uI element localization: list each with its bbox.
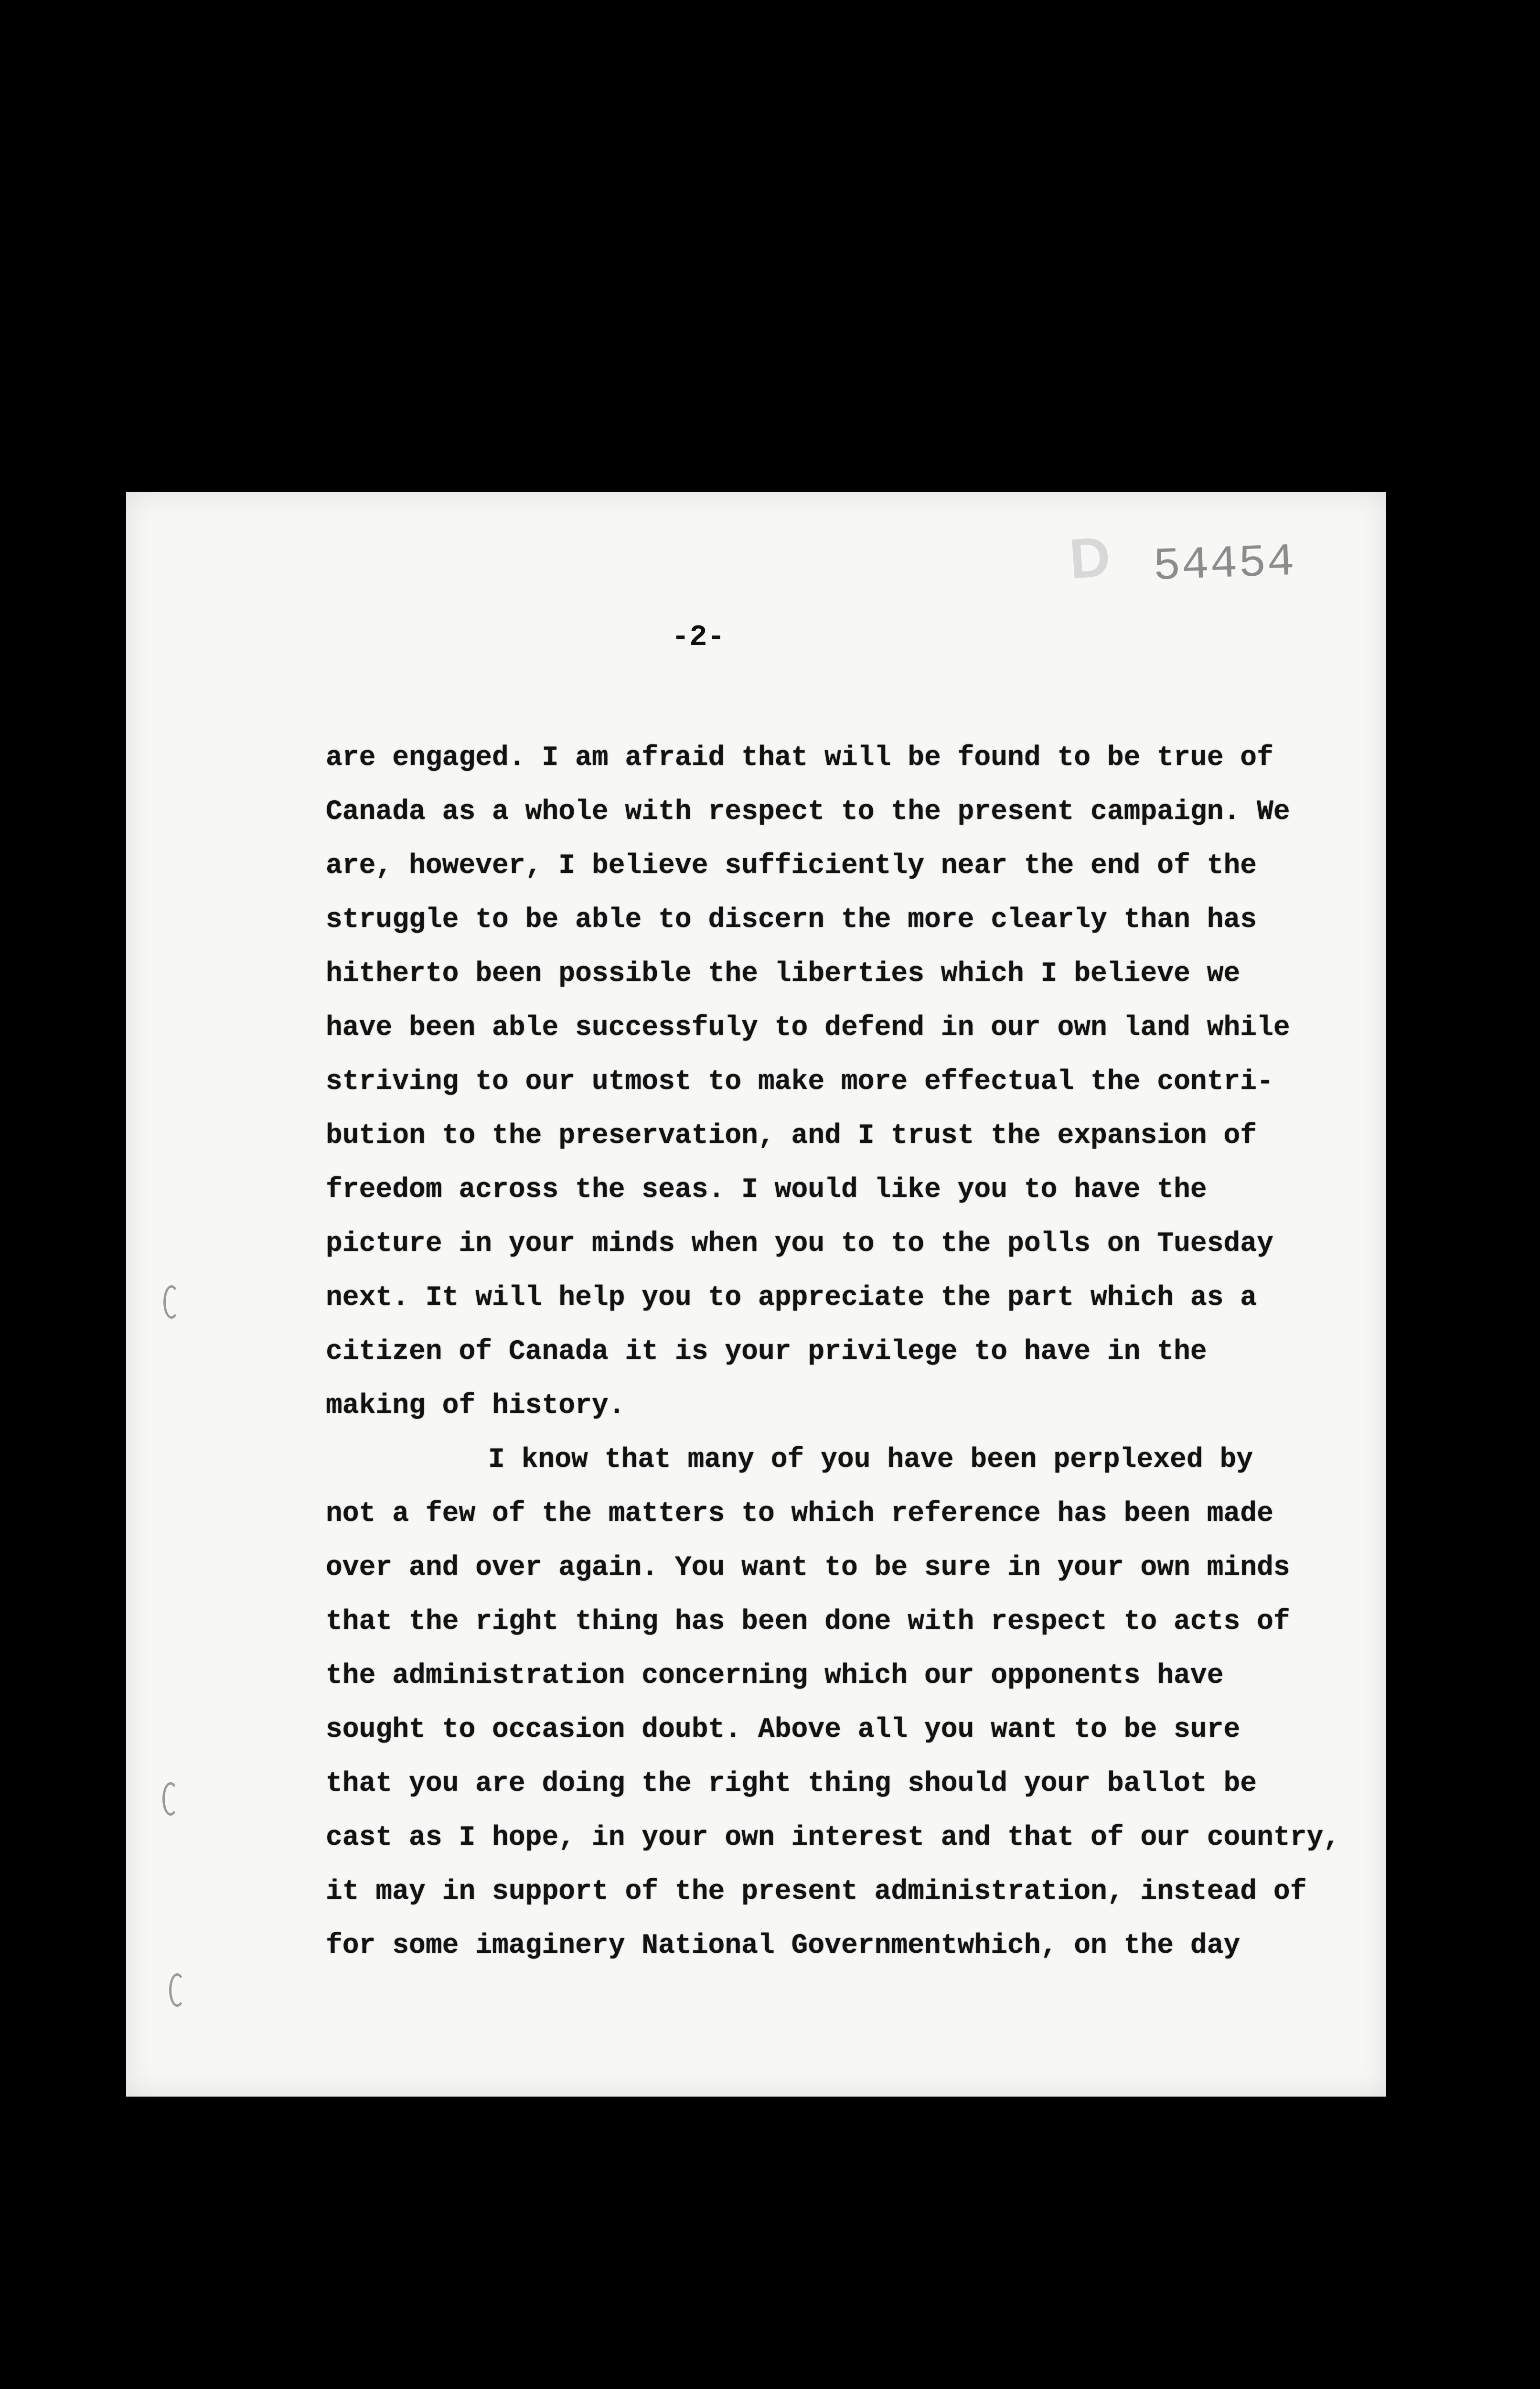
stamp-letter: D bbox=[1067, 525, 1112, 591]
text-line: bution to the preservation, and I trust the expansion of bbox=[326, 1120, 1257, 1151]
text-line: cast as I hope, in your own interest and that of our country, bbox=[326, 1822, 1340, 1853]
document-page bbox=[126, 492, 1386, 2097]
stamp-number: 54454 bbox=[1152, 536, 1296, 593]
text-line: that you are doing the right thing should your ballot be bbox=[326, 1768, 1257, 1799]
punch-hole bbox=[169, 1973, 185, 2007]
text-line: picture in your minds when you to to the polls on Tuesday bbox=[326, 1228, 1273, 1259]
text-line: struggle to be able to discern the more clearly than has bbox=[326, 904, 1257, 936]
body-text bbox=[326, 731, 1386, 1973]
text-line: Canada as a whole with respect to the present campaign. We bbox=[326, 796, 1290, 828]
text-line: the administration concerning which our opponents have bbox=[326, 1660, 1224, 1691]
text-line: freedom across the seas. I would like you to have the bbox=[326, 1174, 1207, 1205]
paragraph-start-line: I know that many of you have been perplexed by bbox=[488, 1444, 1253, 1475]
text-line: citizen of Canada it is your privilege to have in the bbox=[326, 1336, 1207, 1367]
text-line: striving to our utmost to make more effectual the contri- bbox=[326, 1066, 1273, 1098]
page-number: -2- bbox=[672, 620, 725, 654]
text-line: have been able successfuly to defend in our own land while bbox=[326, 1012, 1290, 1044]
archive-stamp bbox=[1069, 526, 1295, 591]
text-line: that the right thing has been done with respect to acts of bbox=[326, 1606, 1290, 1637]
text-line: hitherto been possible the liberties which I believe we bbox=[326, 958, 1241, 990]
text-line: are engaged. I am afraid that will be found to be true of bbox=[326, 743, 1273, 774]
punch-hole bbox=[163, 1285, 180, 1319]
text-line: for some imaginery National Governmentwhich, on the day bbox=[326, 1930, 1241, 1961]
text-line: not a few of the matters to which reference has been made bbox=[326, 1498, 1273, 1529]
text-line: over and over again. You want to be sure in your own minds bbox=[326, 1552, 1290, 1583]
punch-hole bbox=[162, 1782, 179, 1816]
text-line: it may in support of the present administration, instead of bbox=[326, 1876, 1307, 1907]
text-line: making of history. bbox=[326, 1390, 625, 1421]
text-line: are, however, I believe sufficiently near the end of the bbox=[326, 850, 1257, 882]
text-line: sought to occasion doubt. Above all you want to be sure bbox=[326, 1714, 1241, 1745]
text-line: next. It will help you to appreciate the part which as a bbox=[326, 1282, 1257, 1313]
